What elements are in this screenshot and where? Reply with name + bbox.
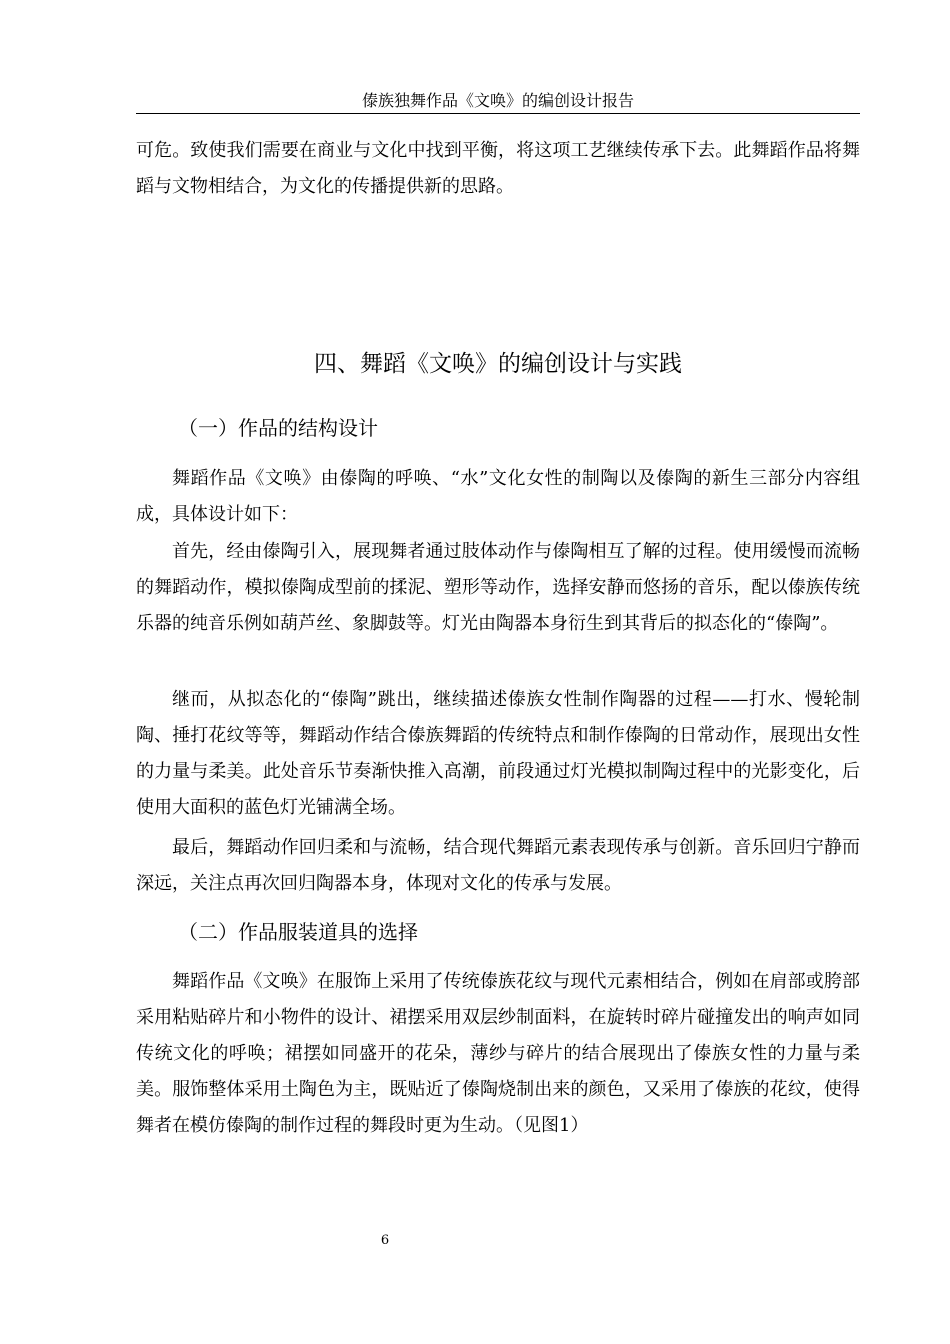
paragraph-part-two: 继而，从拟态化的“傣陶”跳出，继续描述傣族女性制作陶器的过程——打水、慢轮制陶、捶打花纹等等，舞蹈动作结合傣族舞蹈的传统特点和制作傣陶的日常动作，展现出女性的力量与柔美。此处音乐节奏渐快推入高潮，前段通过灯光模拟制陶过程中的光影变化，后使用大面积的蓝色灯光铺满全场。 xyxy=(136,689,860,818)
paragraph-costume: 舞蹈作品《文唤》在服饰上采用了传统傣族花纹与现代元素相结合，例如在肩部或胯部采用粘贴碎片和小物件的设计、裙摆采用双层纱制面料，在旋转时碎片碰撞发出的响声如同传统文化的呼唤；裙摆如同盛开的花朵，薄纱与碎片的结合展现出了傣族女性的力量与柔美。服饰整体采用土陶色为主，既贴近了傣陶烧制出来的颜色，又采用了傣族的花纹，使得舞者在模仿傣陶的制作过程的舞段时更为生动。（见图1） xyxy=(136,971,860,1136)
page-number: 6 xyxy=(380,1233,390,1248)
running-header: 傣族独舞作品《文唤》的编创设计报告 xyxy=(361,91,634,110)
paragraph-part-one: 首先，经由傣陶引入，展现舞者通过肢体动作与傣陶相互了解的过程。使用缓慢而流畅的舞蹈动作，模拟傣陶成型前的揉泥、塑形等动作，选择安静而悠扬的音乐，配以傣族传统乐器的纯音乐例如葫芦丝、象脚鼓等。灯光由陶器本身衍生到其背后的拟态化的“傣陶”。 xyxy=(136,541,860,634)
header-rule xyxy=(136,113,860,114)
chapter-title: 四、舞蹈《文唤》的编创设计与实践 xyxy=(314,351,682,377)
section-title-structure: （一）作品的结构设计 xyxy=(178,416,378,440)
paragraph-continued: 可危。致使我们需要在商业与文化中找到平衡，将这项工艺继续传承下去。此舞蹈作品将舞蹈与文物相结合，为文化的传播提供新的思路。 xyxy=(136,140,860,197)
paragraph-part-three: 最后，舞蹈动作回归柔和与流畅，结合现代舞蹈元素表现传承与创新。音乐回归宁静而深远，关注点再次回归陶器本身，体现对文化的传承与发展。 xyxy=(136,837,860,894)
paragraph-structure-intro: 舞蹈作品《文唤》由傣陶的呼唤、“水”文化女性的制陶以及傣陶的新生三部分内容组成，具体设计如下： xyxy=(136,468,860,525)
section-title-costume: （二）作品服装道具的选择 xyxy=(178,920,418,944)
